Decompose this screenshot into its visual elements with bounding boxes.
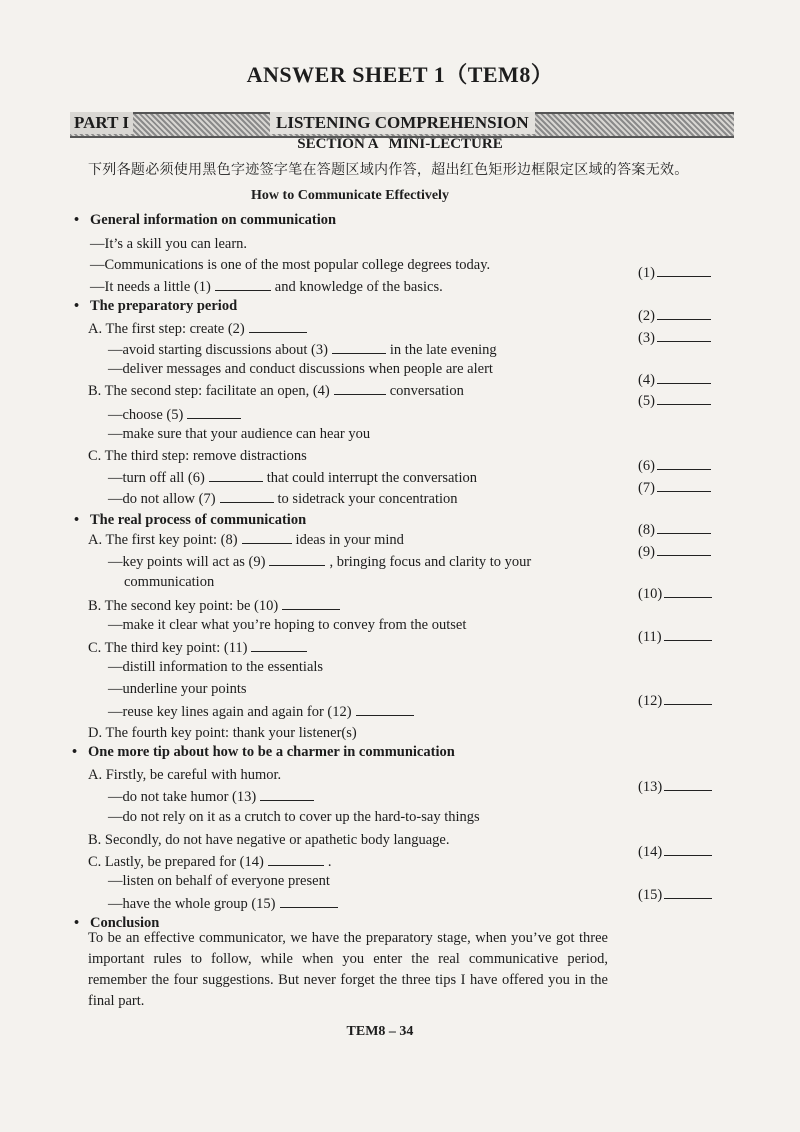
line-text-before-blank: C. The third key point: (11) [88, 640, 248, 656]
answer-blank[interactable] [657, 371, 711, 384]
section-name: MINI-LECTURE [388, 136, 503, 152]
answer-slot [638, 585, 712, 603]
answer-number: (8) [638, 522, 655, 538]
line-text-after-blank: to sidetrack your concentration [277, 491, 458, 507]
outline-heading: • The preparatory period [90, 298, 237, 315]
answer-slot [638, 307, 711, 325]
outline-heading: • The real process of communication [90, 512, 306, 529]
fill-in-blank[interactable] [249, 320, 307, 333]
answer-blank[interactable] [657, 543, 711, 556]
line-text-before-blank: A. The first key point: (8) [88, 532, 238, 548]
chinese-instruction: 下列各题必须使用黑色字迹签字笔在答题区域内作答，超出红色矩形边框限定区域的答案无效。 [88, 162, 689, 178]
answer-number: (6) [638, 458, 655, 474]
outline-line [88, 320, 311, 338]
part-heading: LISTENING COMPREHENSION [270, 112, 535, 134]
line-text-before-blank: B. The second step: facilitate an open, (4) [88, 383, 330, 399]
outline-line [108, 788, 318, 806]
line-text-after-blank: ideas in your mind [295, 532, 404, 548]
line-text-before-blank: A. The first step: create (2) [88, 321, 245, 337]
answer-slot [638, 543, 711, 561]
outline-line [108, 895, 342, 913]
answer-blank[interactable] [664, 585, 712, 598]
answer-number: (1) [638, 265, 655, 281]
outline-line [88, 597, 344, 615]
outline-heading: • One more tip about how to be a charmer in communication [88, 744, 455, 761]
fill-in-blank[interactable] [282, 597, 340, 610]
fill-in-blank[interactable] [334, 382, 386, 395]
fill-in-blank[interactable] [215, 278, 271, 291]
fill-in-blank[interactable] [268, 853, 324, 866]
line-text-after-blank: conversation [389, 383, 464, 399]
answer-number: (9) [638, 544, 655, 560]
answer-blank[interactable] [664, 692, 712, 705]
line-text-before-blank: —turn off all (6) [108, 470, 205, 486]
fill-in-blank[interactable] [280, 895, 338, 908]
outline-line: —listen on behalf of everyone present [108, 873, 330, 889]
outline-line: B. Secondly, do not have negative or apathetic body language. [88, 832, 450, 848]
answer-blank[interactable] [657, 392, 711, 405]
answer-blank[interactable] [664, 778, 712, 791]
outline-line [108, 406, 245, 424]
answer-number: (13) [638, 779, 663, 795]
answer-blank[interactable] [657, 479, 711, 492]
answer-number: (14) [638, 844, 663, 860]
line-text-before-blank: —avoid starting discussions about (3) [108, 342, 328, 358]
outline-line: —make it clear what you’re hoping to convey from the outset [108, 617, 467, 633]
fill-in-blank[interactable] [260, 788, 314, 801]
answer-slot [638, 479, 711, 497]
answer-slot [638, 886, 712, 904]
answer-slot [638, 457, 711, 475]
answer-slot [638, 628, 712, 646]
line-text-before-blank: —do not allow (7) [108, 491, 216, 507]
line-text-after-blank: that could interrupt the conversation [266, 470, 477, 486]
answer-slot [638, 371, 711, 389]
outline-line [88, 639, 311, 657]
line-text-after-blank: . [327, 854, 332, 870]
outline-line [108, 553, 531, 571]
fill-in-blank[interactable] [187, 406, 241, 419]
line-text-before-blank: —have the whole group (15) [108, 896, 276, 912]
line-text-before-blank: —do not take humor (13) [108, 789, 257, 805]
answer-blank[interactable] [657, 307, 711, 320]
answer-blank[interactable] [657, 521, 711, 534]
conclusion-text: To be an effective communicator, we have the preparatory stage, when you’ve got three important rules to follow, while when you enter the real communicative period, remember the four suggestions. But never forget the three tips I have offered you in the final part. [88, 930, 608, 1009]
page-footer: TEM8 – 34 [346, 1024, 414, 1039]
sheet-title: ANSWER SHEET 1（TEM8） [246, 62, 554, 87]
answer-number: (5) [638, 393, 655, 409]
line-text-before-blank: —choose (5) [108, 407, 184, 423]
answer-slot [638, 329, 711, 347]
section-label: SECTION A [297, 136, 379, 152]
answer-slot [638, 843, 712, 861]
outline-line [108, 703, 418, 721]
answer-blank[interactable] [657, 457, 711, 470]
answer-blank[interactable] [664, 843, 712, 856]
outline-line: communication [124, 574, 215, 590]
answer-number: (2) [638, 308, 655, 324]
line-text-after-blank: , bringing focus and clarity to your [329, 554, 532, 570]
answer-number: (12) [638, 693, 663, 709]
answer-slot [638, 392, 711, 410]
section-heading [0, 136, 800, 153]
fill-in-blank[interactable] [242, 531, 292, 544]
answer-number: (15) [638, 887, 663, 903]
outline-line: C. The third step: remove distractions [88, 448, 307, 464]
answer-number: (11) [638, 629, 662, 645]
outline-line: —make sure that your audience can hear you [108, 426, 371, 442]
outline-line: —Communications is one of the most popular college degrees today. [90, 257, 491, 273]
outline-line: A. Firstly, be careful with humor. [88, 767, 282, 783]
line-text-before-blank: —It needs a little (1) [90, 279, 211, 295]
answer-slot [638, 264, 711, 282]
answer-blank[interactable] [657, 329, 711, 342]
fill-in-blank[interactable] [332, 341, 386, 354]
line-text-before-blank: B. The second key point: be (10) [88, 598, 279, 614]
line-text-after-blank: in the late evening [389, 342, 497, 358]
answer-number: (4) [638, 372, 655, 388]
outline-line: —do not rely on it as a crutch to cover up the hard-to-say things [108, 809, 480, 825]
answer-slot [638, 692, 712, 710]
line-text-before-blank: C. Lastly, be prepared for (14) [88, 854, 264, 870]
fill-in-blank[interactable] [209, 469, 263, 482]
answer-blank[interactable] [664, 886, 712, 899]
outline-line [88, 382, 464, 400]
line-text-before-blank: —reuse key lines again and again for (12) [108, 704, 352, 720]
fill-in-blank[interactable] [251, 639, 307, 652]
outline-line: —distill information to the essentials [108, 659, 324, 675]
outline-line: —deliver messages and conduct discussions when people are alert [108, 361, 493, 377]
outline-line [88, 531, 404, 549]
fill-in-blank[interactable] [356, 703, 414, 716]
lecture-title: How to Communicate Effectively [251, 188, 449, 203]
outline-line [90, 278, 443, 296]
outline-heading: • General information on communication [90, 212, 336, 229]
outline-line [108, 490, 458, 508]
answer-number: (10) [638, 586, 663, 602]
answer-blank[interactable] [664, 628, 712, 641]
outline-line [88, 853, 331, 871]
outline-heading: • Conclusion [90, 915, 159, 932]
outline-line: D. The fourth key point: thank your listener(s) [88, 725, 357, 741]
fill-in-blank[interactable] [269, 553, 325, 566]
answer-number: (7) [638, 480, 655, 496]
outline-line: —It’s a skill you can learn. [90, 236, 248, 252]
part-label: PART I [70, 112, 133, 134]
answer-blank[interactable] [657, 264, 711, 277]
line-text-after-blank: and knowledge of the basics. [274, 279, 443, 295]
answer-slot [638, 778, 712, 796]
answer-slot [638, 521, 711, 539]
fill-in-blank[interactable] [220, 490, 274, 503]
outline-line [108, 469, 477, 487]
line-text-before-blank: —key points will act as (9) [108, 554, 266, 570]
answer-number: (3) [638, 330, 655, 346]
outline-line [108, 341, 497, 359]
outline-line: —underline your points [108, 681, 247, 697]
